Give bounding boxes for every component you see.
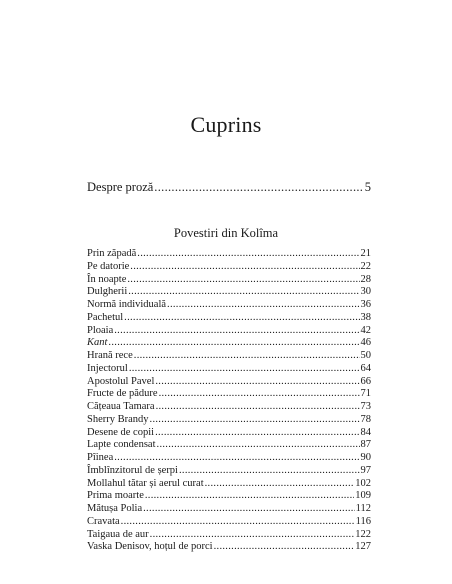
toc-entry <box>87 414 371 427</box>
dot-leader <box>121 516 355 529</box>
toc-entry-page: 127 <box>355 541 371 553</box>
toc-entry-page: 73 <box>360 401 371 412</box>
toc-entry-label: Desene de copii <box>87 426 155 438</box>
toc-entry-page: 42 <box>360 324 371 336</box>
toc-entry <box>87 490 371 503</box>
dot-leader <box>127 274 359 287</box>
toc-entry-page: 109 <box>355 490 371 502</box>
toc-entry-page: 97 <box>360 464 371 476</box>
dot-leader <box>155 427 359 440</box>
toc-entry-page: 122 <box>355 528 371 540</box>
toc-entry-page: 116 <box>355 515 371 527</box>
dot-leader <box>114 452 359 465</box>
toc-entry-page: 102 <box>355 477 371 489</box>
toc-entry-label: Mătușa Polia <box>87 503 143 514</box>
toc-entry <box>87 516 371 529</box>
toc-entry-label: Dulgherii <box>87 286 128 298</box>
toc-entry-page: 64 <box>360 362 371 374</box>
toc-list <box>87 248 371 554</box>
toc-entry-page: 87 <box>360 439 371 451</box>
toc-entry-label: Prima moarte <box>87 490 144 502</box>
dot-leader <box>137 248 359 261</box>
toc-entry-label: Normă individuală <box>87 299 167 310</box>
toc-entry-page: 22 <box>360 260 371 272</box>
toc-entry <box>87 452 371 465</box>
toc-entry <box>87 286 371 299</box>
section-heading: Povestiri din Kolîma <box>173 226 279 240</box>
toc-entry-label: Injectorul <box>87 362 128 374</box>
toc-entry-label: Prin zăpadă <box>87 248 137 259</box>
toc-entry-page: 50 <box>360 350 371 361</box>
dot-leader <box>156 401 360 414</box>
toc-entry <box>87 503 371 516</box>
toc-entry-label: Pîinea <box>87 452 114 463</box>
toc-entry-label: Lapte condensat <box>87 439 156 451</box>
toc-entry-label: Apostolul Pavel <box>87 375 155 387</box>
toc-entry <box>87 529 371 542</box>
toc-entry <box>87 541 371 554</box>
toc-entry-page: 84 <box>360 426 371 438</box>
toc-entry <box>87 312 371 325</box>
dot-leader <box>145 490 354 503</box>
toc-entry <box>87 350 371 363</box>
toc-entry-page: 46 <box>360 337 371 349</box>
toc-entry <box>87 363 371 376</box>
toc-entry <box>87 299 371 312</box>
toc-entry <box>87 388 371 401</box>
toc-entry-label: Vaska Denisov, hoțul de porci <box>87 541 213 553</box>
toc-entry-page: 36 <box>360 299 371 310</box>
toc-entry <box>87 325 371 338</box>
toc-entry-label: Pe datorie <box>87 260 130 272</box>
toc-entry-page: 112 <box>355 503 371 514</box>
toc-entry-label: Despre proză <box>87 180 154 194</box>
page-title: Cuprins <box>190 112 262 137</box>
dot-leader <box>128 286 359 299</box>
dot-leader <box>179 465 360 478</box>
toc-entry <box>87 439 371 452</box>
toc-entry <box>87 337 371 350</box>
toc-entry-page: 90 <box>360 452 371 463</box>
dot-leader <box>150 529 355 542</box>
dot-leader <box>143 503 355 516</box>
toc-entry <box>87 248 371 261</box>
toc-entry-label: În noapte <box>87 273 127 285</box>
toc-entry-label: Ploaia <box>87 324 114 336</box>
toc-entry-page: 66 <box>360 375 371 387</box>
toc-entry-page: 5 <box>364 180 371 194</box>
toc-entry-label: Taigaua de aur <box>87 528 149 540</box>
toc-entry <box>87 427 371 440</box>
toc-entry-page: 78 <box>360 413 371 425</box>
dot-leader <box>150 414 360 427</box>
toc-entry <box>87 478 371 491</box>
toc-entry-page: 21 <box>360 248 371 259</box>
toc-entry <box>87 401 371 414</box>
toc-entry-intro <box>87 179 371 195</box>
toc-entry-label: Sherry Brandy <box>87 413 149 425</box>
dot-leader <box>205 478 355 491</box>
dot-leader <box>124 312 359 325</box>
toc-entry <box>87 376 371 389</box>
toc-entry-page: 30 <box>360 286 371 298</box>
toc-entry <box>87 465 371 478</box>
toc-entry-label: Cățeaua Tamara <box>87 401 155 412</box>
toc-entry <box>87 274 371 287</box>
dot-leader <box>157 439 360 452</box>
dot-leader <box>154 179 363 195</box>
dot-leader <box>214 541 355 554</box>
toc-entry-label: Fructe de pădure <box>87 388 158 400</box>
toc-entry-label: Hrană rece <box>87 350 133 361</box>
dot-leader <box>167 299 359 312</box>
dot-leader <box>155 376 359 389</box>
dot-leader <box>114 325 359 338</box>
toc-entry-page: 38 <box>360 311 371 323</box>
toc-entry-label: Mollahul tătar și aerul curat <box>87 477 204 489</box>
toc-entry-page: 71 <box>360 388 371 400</box>
toc-entry-label: Pachetul <box>87 311 124 323</box>
dot-leader <box>108 337 359 350</box>
toc-entry-label: Kant <box>87 337 108 349</box>
toc-entry-label: Cravata <box>87 515 120 527</box>
toc-entry <box>87 261 371 274</box>
toc-entry-label: Îmblînzitorul de șerpi <box>87 464 178 476</box>
dot-leader <box>130 261 359 274</box>
dot-leader <box>159 388 360 401</box>
toc-entry-page: 28 <box>360 273 371 285</box>
dot-leader <box>134 350 360 363</box>
dot-leader <box>129 363 360 376</box>
